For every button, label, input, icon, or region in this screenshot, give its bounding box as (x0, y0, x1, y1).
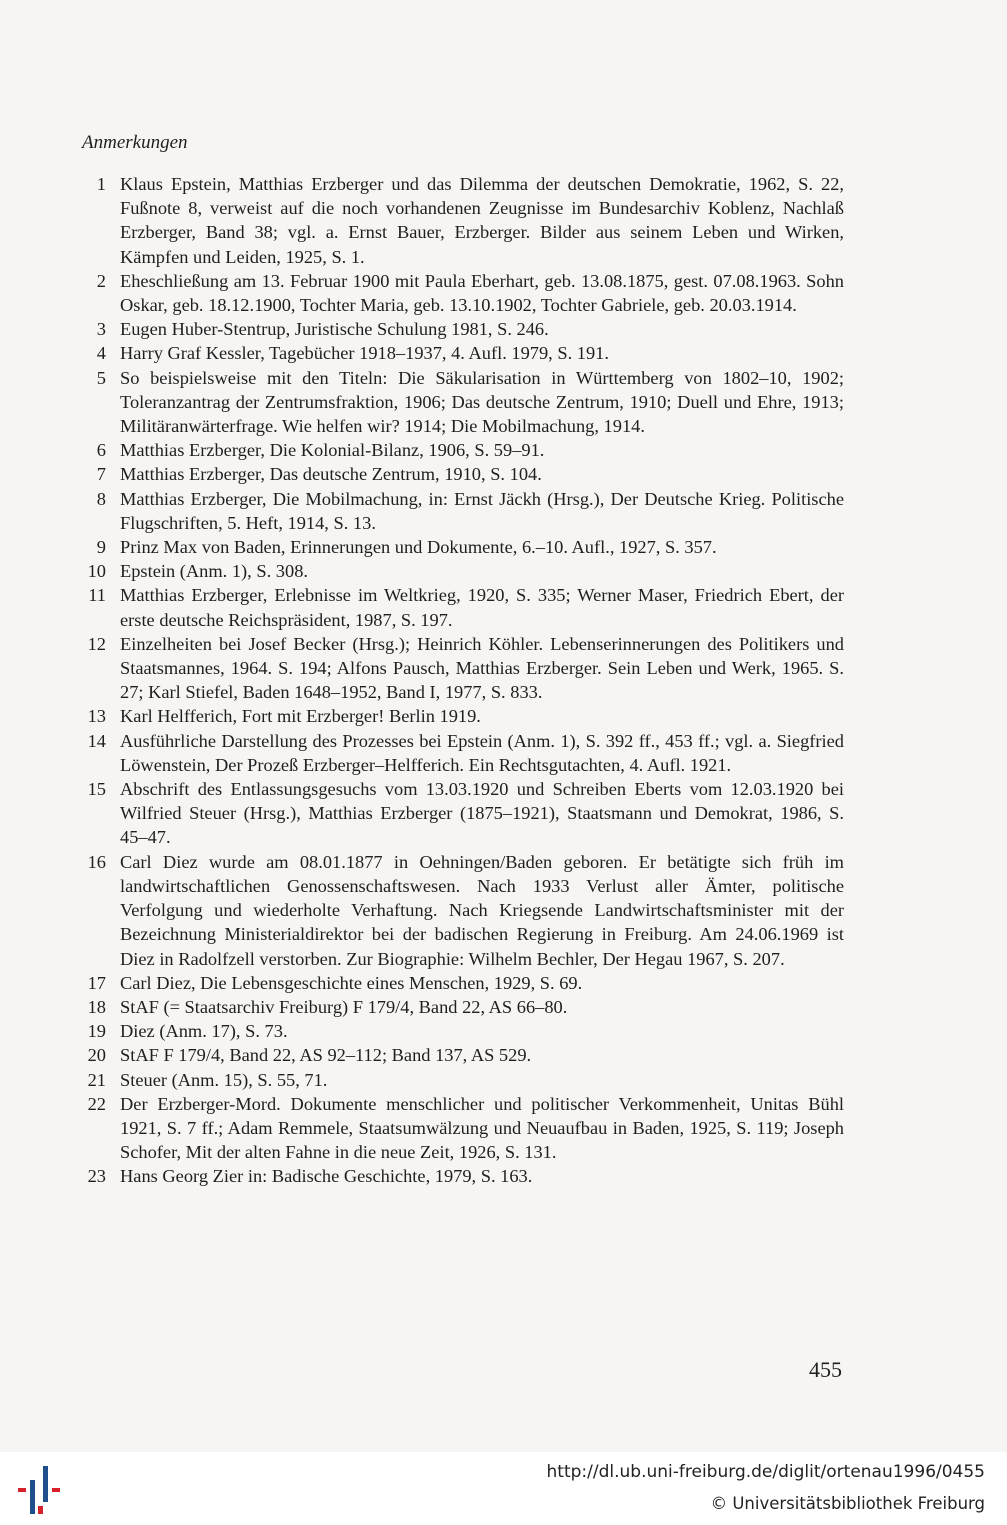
footnote-number: 9 (96, 537, 106, 558)
footnote-text: So beispielsweise mit den Titeln: Die Säkularisation in Württemberg von 1802–10, 1902; Toleranzantrag der Zentrumsfraktion, 1906; Das deutsche Zentrum, 1910; Duell und Ehre, 1913; Militäranwärterfrage. Wie helfen wir? 1914; Die Mobilmachung, 1914. (120, 367, 844, 437)
footnote-text: Diez (Anm. 17), S. 73. (120, 1021, 288, 1042)
footnote-text: Harry Graf Kessler, Tagebücher 1918–1937, 4. Aufl. 1979, S. 191. (120, 343, 609, 364)
footnote-text: Prinz Max von Baden, Erinnerungen und Dokumente, 6.–10. Aufl., 1927, S. 357. (120, 537, 717, 558)
footnote-text: Matthias Erzberger, Die Mobilmachung, in: Ernst Jäckh (Hrsg.), Der Deutsche Krieg. Politische Flugschriften, 5. Heft, 1914, S. 13. (120, 488, 844, 533)
ub-freiburg-logo-icon (14, 1462, 64, 1518)
footnote-number: 1 (96, 174, 106, 194)
footnote-number: 21 (87, 1069, 106, 1090)
footnote-item (80, 1068, 844, 1092)
footnote-text: Karl Helfferich, Fort mit Erzberger! Berlin 1919. (120, 706, 481, 727)
footnote-number: 20 (87, 1045, 106, 1066)
footnote-item (80, 777, 844, 850)
copyright-notice: © Universitätsbibliothek Freiburg (710, 1494, 985, 1513)
footnote-number: 5 (96, 367, 106, 388)
footnote-text: Ausführliche Darstellung des Prozesses bei Epstein (Anm. 1), S. 392 ff., 453 ff.; vgl. a. Siegfried Löwenstein, Der Prozeß Erzberger–Helfferich. Ein Rechtsgutachten, 4. Aufl. 1921. (120, 730, 844, 775)
footnote-item (80, 535, 844, 559)
footnote-number: 22 (87, 1093, 106, 1114)
footnote-item (80, 632, 844, 705)
footnote-item (80, 366, 844, 439)
footnote-number: 4 (96, 343, 106, 364)
footnote-item (80, 341, 844, 365)
footnote-item (80, 1092, 844, 1165)
footnote-number: 6 (96, 440, 106, 461)
footnote-item (80, 971, 844, 995)
footnote-number: 18 (87, 996, 106, 1017)
footnote-text: Matthias Erzberger, Die Kolonial-Bilanz, 1906, S. 59–91. (120, 440, 545, 461)
footnote-item (80, 487, 844, 535)
footnote-number: 8 (96, 488, 106, 509)
footnote-text: Eheschließung am 13. Februar 1900 mit Paula Eberhart, geb. 13.08.1875, gest. 07.08.1963. Sohn Oskar, geb. 18.12.1900, Tochter Maria, geb. 13.10.1902, Tochter Gabriele, geb. 20.03.1914. (120, 270, 844, 316)
footnote-item (80, 172, 844, 269)
footnote-number: 15 (87, 779, 106, 800)
footnote-number: 10 (87, 561, 106, 582)
page-number: 455 (809, 1357, 842, 1382)
footnote-number: 3 (96, 319, 106, 340)
footnote-item (80, 583, 844, 631)
section-heading: Anmerkungen (82, 132, 188, 153)
footnote-item (80, 995, 844, 1019)
footnote-number: 19 (87, 1021, 106, 1042)
footnote-item (80, 438, 844, 462)
footnotes-list (80, 172, 844, 1189)
footnote-item (80, 1043, 844, 1067)
footnote-text: StAF F 179/4, Band 22, AS 92–112; Band 137, AS 529. (120, 1045, 532, 1066)
footnote-number: 23 (87, 1166, 106, 1187)
footnote-item (80, 317, 844, 341)
footnote-item (80, 1019, 844, 1043)
footnote-number: 16 (87, 851, 106, 872)
footnote-text: Carl Diez wurde am 08.01.1877 in Oehningen/Baden geboren. Er betätigte sich früh im landwirtschaftlichen Genossenschaftswesen. Nach 1933 Verlust aller Ämter, politische Verfolgung und wiederholte Verhaftung. Nach Kriegsende Landwirtschaftsminister mit der Bezeichnung Ministerialdirektor bei der badischen Regierung in Freiburg. Am 24.06.1969 ist Diez in Radolfzell verstorben. Zur Biographie: Wilhelm Bechler, Der Hegau 1967, S. 207. (120, 851, 844, 969)
footnote-text: StAF (= Staatsarchiv Freiburg) F 179/4, Band 22, AS 66–80. (120, 996, 568, 1017)
footnote-text: Carl Diez, Die Lebensgeschichte eines Menschen, 1929, S. 69. (120, 972, 583, 993)
footnote-text: Einzelheiten bei Josef Becker (Hrsg.); Heinrich Köhler. Lebenserinnerungen des Politikers und Staatsmannes, 1964. S. 194; Alfons Pausch, Matthias Erzberger. Sein Leben und Werk, 1965. S. 27; Karl Stiefel, Baden 1648–1952, Band I, 1977, S. 833. (120, 633, 844, 703)
footnote-text: Eugen Huber-Stentrup, Juristische Schulung 1981, S. 246. (120, 319, 549, 340)
footnote-text: Klaus Epstein, Matthias Erzberger und das Dilemma der deutschen Demokratie, 1962, S. 22, Fußnote 8, verweist auf die noch vorhandenen Zeugnisse im Bundesarchiv Koblenz, Nachlaß Erzberger, Band 38; vgl. a. Ernst Bauer, Erzberger. Bilder aus seinem Leben und Wirken, Kämpfen und Leiden, 1925, S. 1. (120, 174, 844, 267)
footnote-text: Matthias Erzberger, Das deutsche Zentrum, 1910, S. 104. (120, 464, 542, 485)
footnote-item (80, 850, 844, 971)
footnote-number: 17 (87, 972, 106, 993)
source-url-link[interactable]: http://dl.ub.uni-freiburg.de/diglit/ortenau1996/0455 (546, 1462, 985, 1482)
footnote-item (80, 269, 844, 317)
footnote-text: Matthias Erzberger, Erlebnisse im Weltkrieg, 1920, S. 335; Werner Maser, Friedrich Ebert, der erste deutsche Reichspräsident, 1987, S. 197. (120, 585, 844, 630)
footnote-item (80, 559, 844, 583)
footnote-text: Steuer (Anm. 15), S. 55, 71. (120, 1069, 328, 1090)
footnote-text: Der Erzberger-Mord. Dokumente menschlicher und politischer Verkommenheit, Unitas Bühl 1921, S. 7 ff.; Adam Remmele, Staatsumwälzung und Neuaufbau in Baden, 1925, S. 119; Joseph Schofer, Mit der alten Fahne in die neue Zeit, 1926, S. 131. (120, 1093, 844, 1163)
footnote-text: Abschrift des Entlassungsgesuchs vom 13.03.1920 und Schreiben Eberts vom 12.03.1920 bei Wilfried Steuer (Hrsg.), Matthias Erzberger (1875–1921), Staatsmann und Demokrat, 1986, S. 45–47. (120, 779, 844, 848)
viewer-footer (0, 1452, 1007, 1525)
footnote-text: Hans Georg Zier in: Badische Geschichte, 1979, S. 163. (120, 1166, 533, 1187)
footnote-number: 13 (87, 706, 106, 727)
footnote-number: 7 (96, 464, 106, 485)
footnote-number: 12 (87, 633, 106, 654)
footnote-text: Epstein (Anm. 1), S. 308. (120, 561, 308, 582)
footnote-item (80, 1164, 844, 1188)
footnote-number: 11 (88, 585, 106, 606)
footnote-item (80, 704, 844, 728)
footnote-number: 2 (96, 270, 106, 291)
footnote-item (80, 462, 844, 486)
footnote-item (80, 729, 844, 777)
footnote-number: 14 (87, 730, 106, 751)
